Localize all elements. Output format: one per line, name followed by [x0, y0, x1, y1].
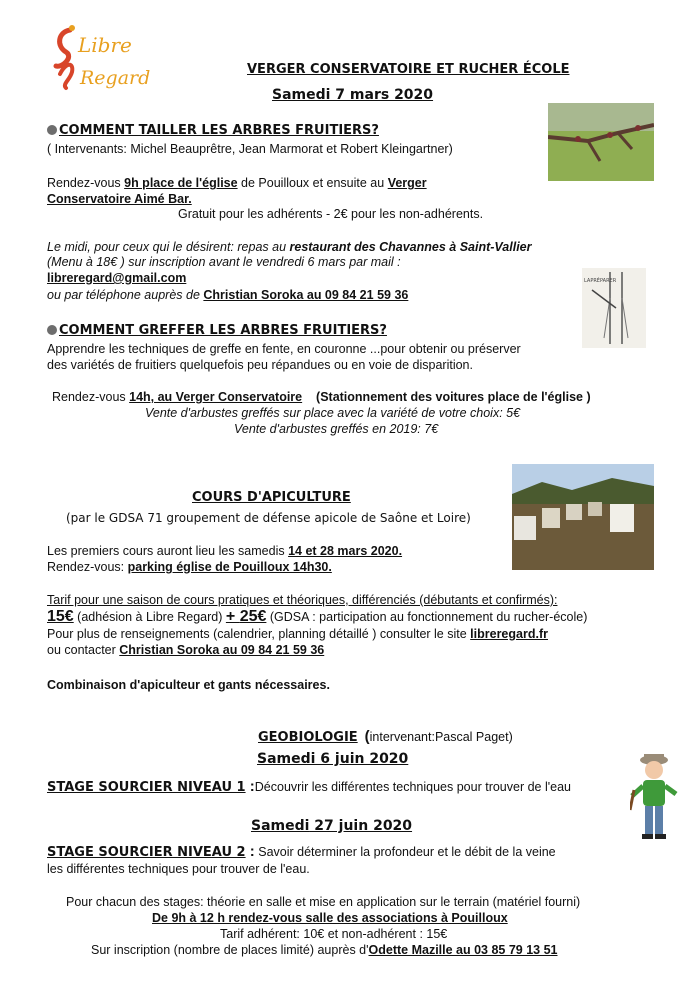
footer-line3: Tarif adhérent: 10€ et non-adhérent : 15€	[220, 927, 448, 941]
section4-date1: Samedi 6 juin 2020	[257, 751, 409, 767]
section2-desc2: des variétés de fruitiers quelquefois peu répandues ou en voie de disparition.	[47, 358, 473, 372]
section3-title: COURS D'APICULTURE	[192, 490, 351, 505]
stage2-desc2: les différentes techniques pour trouver de l'eau.	[47, 862, 310, 876]
section1-verger: Conservatoire Aimé Bar.	[47, 192, 192, 206]
section1-heading: COMMENT TAILLER LES ARBRES FRUITIERS?	[47, 123, 379, 138]
branch-photo	[548, 103, 654, 181]
section1-price: Gratuit pour les adhérents - 2€ pour les non-adhérents.	[178, 207, 484, 221]
logo-icon	[52, 22, 162, 94]
dowser-cartoon	[630, 750, 678, 842]
svg-text:Regard: Regard	[80, 67, 151, 89]
section2-heading: COMMENT GREFFER LES ARBRES FRUITIERS?	[47, 323, 387, 338]
bullet-icon	[47, 325, 57, 335]
svg-text:Libre: Libre	[78, 33, 132, 57]
section1-speakers: ( Intervenants: Michel Beauprêtre, Jean Marmorat et Robert Kleingartner)	[47, 142, 453, 156]
site-link[interactable]: libreregard.fr	[470, 627, 548, 641]
beehive-photo	[512, 464, 654, 570]
section1-rdv: Rendez-vous 9h place de l'église de Pouilloux et ensuite au Verger	[47, 176, 427, 190]
libre-regard-logo	[52, 22, 162, 94]
section2-desc1: Apprendre les techniques de greffe en fente, en couronne ...pour obtenir ou préserver	[47, 342, 521, 356]
section3-prices: 15€ (adhésion à Libre Regard) + 25€ (GDSA : participation au fonctionnement du rucher-école)	[47, 608, 588, 625]
footer-line2: De 9h à 12 h rendez-vous salle des associations à Pouilloux	[152, 911, 508, 925]
section3-contact: ou contacter Christian Soroka au 09 84 21 59 36	[47, 643, 325, 657]
section4-heading: GEOBIOLOGIE (intervenant:Pascal Paget)	[258, 728, 513, 745]
section2-sale2: Vente d'arbustes greffés en 2019: 7€	[234, 422, 439, 436]
section1-phone: ou par téléphone auprès de Christian Soroka au 09 84 21 59 36	[47, 288, 409, 302]
bullet-icon	[47, 125, 57, 135]
page-title: VERGER CONSERVATOIRE ET RUCHER ÉCOLE	[247, 62, 570, 77]
section3-gear: Combinaison d'apiculteur et gants nécessaires.	[47, 678, 330, 692]
grafting-sketch	[582, 268, 646, 348]
section2-rdv: Rendez-vous 14h, au Verger Conservatoire (Stationnement des voitures place de l'église )	[52, 390, 591, 404]
section1-email[interactable]: libreregard@gmail.com	[47, 271, 187, 285]
section1-lunch-menu: (Menu à 18€ ) sur inscription avant le vendredi 6 mars par mail :	[47, 255, 401, 269]
section3-subtitle: (par le GDSA 71 groupement de défense apicole de Saône et Loire)	[66, 511, 471, 525]
footer-line1: Pour chacun des stages: théorie en salle et mise en application sur le terrain (matériel fourni)	[66, 895, 581, 909]
section3-info: Pour plus de renseignements (calendrier, planning détaillé ) consulter le site libreregard.fr	[47, 627, 548, 641]
section3-dates: Les premiers cours auront lieu les samedis 14 et 28 mars 2020.	[47, 544, 403, 558]
section4-date2: Samedi 27 juin 2020	[251, 818, 413, 834]
stage1-line: STAGE SOURCIER NIVEAU 1 :Découvrir les différentes techniques pour trouver de l'eau	[47, 778, 571, 795]
section1-lunch: Le midi, pour ceux qui le désirent: repas au restaurant des Chavannes à Saint-Vallier	[47, 240, 532, 254]
section3-rdv: Rendez-vous: parking église de Pouilloux 14h30.	[47, 560, 332, 574]
section2-sale1: Vente d'arbustes greffés sur place avec la variété de votre choix: 5€	[145, 406, 521, 420]
event-date: Samedi 7 mars 2020	[272, 87, 434, 103]
section3-tarif: Tarif pour une saison de cours pratiques et théoriques, différenciés (débutants et confirmés):	[47, 593, 558, 607]
stage2-line: STAGE SOURCIER NIVEAU 2 : Savoir déterminer la profondeur et le débit de la veine	[47, 843, 556, 860]
footer-line4: Sur inscription (nombre de places limité) auprès d'Odette Mazille au 03 85 79 13 51	[91, 943, 558, 957]
svg-text:LAPRÉPARER: LAPRÉPARER	[584, 278, 617, 284]
